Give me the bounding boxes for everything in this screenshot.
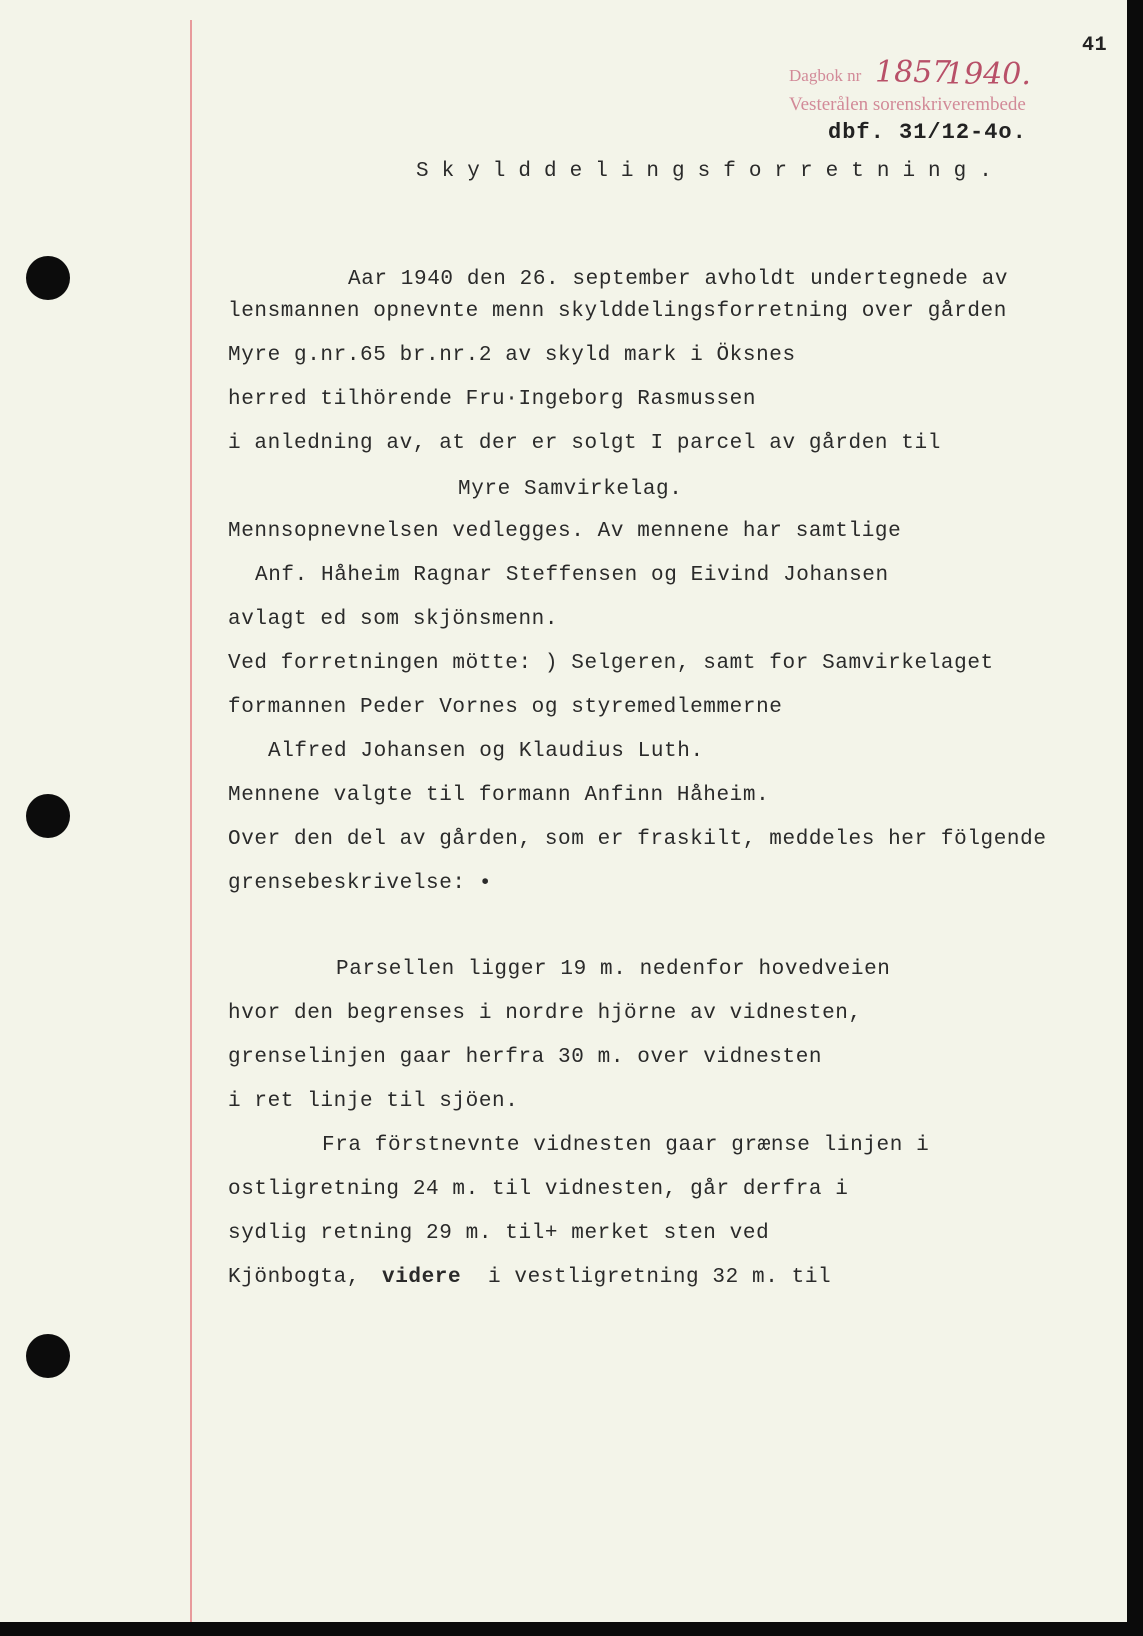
body-line: Mennene valgte til formann Anfinn Håheim. <box>228 784 770 807</box>
body-line: Mennsopnevnelsen vedlegges. Av mennene har samtlige <box>228 520 902 543</box>
body-line: i anledning av, at der er solgt I parcel av gården til <box>228 432 941 455</box>
stamp-office: Vesterålen sorenskriverembede <box>789 94 1026 115</box>
body-line: i ret linje til sjöen. <box>228 1090 519 1113</box>
body-line-bold: videre <box>382 1266 462 1289</box>
registered-date: dbf. 31/12-4o. <box>828 120 1027 145</box>
red-margin-line <box>190 20 192 1622</box>
body-line: hvor den begrenses i nordre hjörne av vidnesten, <box>228 1002 862 1025</box>
body-line: Kjönbogta, <box>228 1266 361 1289</box>
stamp-prefix: Dagbok nr <box>789 66 862 85</box>
document-title: Skylddelingsforretning. <box>416 160 1005 183</box>
body-line: lensmannen opnevnte menn skylddelingsforretning over gården <box>228 300 1007 323</box>
body-line: Aar 1940 den 26. september avholdt undertegnede av <box>348 268 1009 291</box>
body-line: Ved forretningen mötte: ) Selgeren, samt for Samvirkelaget <box>228 652 994 675</box>
body-line: Anf. Håheim Ragnar Steffensen og Eivind Johansen <box>255 564 889 587</box>
body-line: Myre g.nr.65 br.nr.2 av skyld mark i Öksnes <box>228 344 796 367</box>
body-line: grensebeskrivelse: • <box>228 872 493 895</box>
body-line: Alfred Johansen og Klaudius Luth. <box>268 740 704 763</box>
body-line: Fra förstnevnte vidnesten gaar grænse linjen i <box>322 1134 930 1157</box>
body-line: Over den del av gården, som er fraskilt, meddeles her fölgende <box>228 828 1047 851</box>
punch-hole-middle <box>26 794 70 838</box>
body-line: i vestligretning 32 m. til <box>488 1266 832 1289</box>
body-line: formannen Peder Vornes og styremedlemmerne <box>228 696 783 719</box>
body-line: avlagt ed som skjönsmenn. <box>228 608 559 631</box>
body-line: ostligretning 24 m. til vidnesten, går derfra i <box>228 1178 849 1201</box>
body-line: Parsellen ligger 19 m. nedenfor hovedveien <box>336 958 891 981</box>
body-line: sydlig retning 29 m. til+ merket sten ved <box>228 1222 770 1245</box>
punch-hole-top <box>26 256 70 300</box>
stamp-year: 1940. <box>945 57 1031 92</box>
page-number: 41 <box>1082 34 1108 57</box>
body-line: Myre Samvirkelag. <box>458 478 683 501</box>
punch-hole-bottom <box>26 1334 70 1378</box>
body-line: herred tilhörende Fru·Ingeborg Rasmussen <box>228 388 757 411</box>
stamp-number: 1857 <box>875 55 952 90</box>
body-line: grenselinjen gaar herfra 30 m. over vidnesten <box>228 1046 823 1069</box>
